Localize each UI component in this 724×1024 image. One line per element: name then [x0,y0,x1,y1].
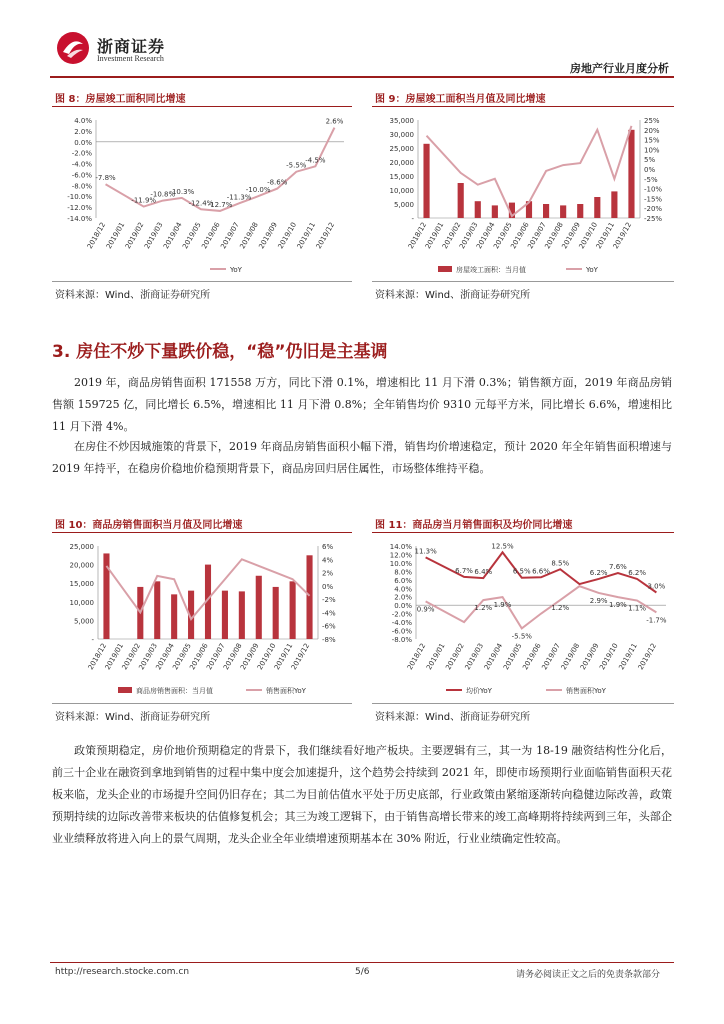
data-label: -4.5% [305,156,326,165]
fig11-title: 图 11：商品房当月销售面积及均价同比增速 [375,520,573,531]
y-tick-label-right: 20% [644,126,660,135]
bar [475,201,481,218]
data-label: -5.5% [511,632,532,641]
data-label: 6.2% [628,568,647,577]
x-tick-label: 2019/05 [492,221,514,251]
logo-cn: 浙商证券 [97,37,166,56]
fig8-title-rule [52,106,352,107]
bar [239,591,245,639]
legend-swatch-bar [118,687,132,693]
x-tick-label: 2019/06 [509,221,531,251]
x-tick-label: 2019/08 [238,221,260,251]
footer-disclaimer: 请务必阅读正文之后的免责条款部分 [516,970,661,980]
footer-page: 5/6 [355,967,370,977]
bar [543,204,549,218]
y-tick-label-left: 0.0% [74,138,92,147]
legend-label-bar: 商品房销售面积：当月值 [136,687,213,695]
fig11-source: 资料来源：Wind、浙商证券研究所 [375,712,531,723]
data-label: 11.3% [414,547,437,556]
x-tick-label: 2018/12 [86,642,109,672]
legend-swatch-bar [438,266,452,272]
x-tick-label: 2019/07 [219,221,241,251]
x-tick-label: 2019/10 [577,221,600,251]
data-label: -12.4% [188,199,214,208]
x-tick-label: 2019/05 [502,642,524,672]
data-label: 6.6% [532,567,550,576]
x-tick-label: 2019/04 [475,221,497,251]
data-label: -10.0% [245,186,271,195]
fig10-bottom-rule [52,703,352,704]
y-tick-label-right: -20% [644,205,663,214]
x-tick-label: 2019/07 [526,221,548,251]
data-label: 0.9% [416,605,435,614]
fig9-chart [372,110,674,280]
data-label: 12.5% [491,542,514,551]
x-tick-label: 2019/11 [617,642,639,672]
data-label: 7.6% [609,563,627,572]
fig11-bottom-rule [372,703,674,704]
y-tick-label-right: -10% [644,185,663,194]
x-tick-label: 2019/01 [423,221,446,251]
y-tick-label-left: -4.0% [71,160,92,169]
x-tick-label: 2019/04 [154,642,176,672]
y-tick-label-left: 5,000 [393,201,414,209]
y-tick-label-right: -6% [322,622,336,631]
data-label: 6.5% [512,567,531,576]
y-tick-label-left: -14.0% [67,215,92,223]
x-tick-label: 2019/02 [120,642,143,672]
y-tick-label-left: -12.0% [67,204,92,213]
bar [306,555,312,639]
y-tick-label-left: - [91,636,94,644]
bar [273,587,279,639]
data-label: -11.9% [131,196,157,205]
y-tick-label-left: 20,000 [389,159,414,167]
fig10-title-rule [52,532,352,533]
data-label: -8.6% [267,178,288,187]
y-tick-label-left: -8.0% [71,182,92,191]
y-tick-label-left: 25,000 [69,543,94,551]
x-tick-label: 2019/10 [276,220,299,251]
bar [492,205,498,218]
y-tick-label-right: 4% [322,556,334,565]
x-tick-label: 2019/12 [611,221,634,251]
x-tick-label: 2019/01 [104,221,127,251]
x-tick-label: 2019/04 [162,221,184,251]
y-tick-label-left: -2.0% [71,149,92,158]
fig9-bottom-rule [372,281,674,282]
y-tick-label-right: -4% [322,609,336,618]
y-tick-label-right: 2% [322,569,334,578]
data-label: 6.7% [455,566,473,575]
bar [222,591,228,639]
x-tick-label: 2019/12 [289,642,312,672]
bar [458,183,464,218]
y-tick-label-left: 4.0% [394,585,412,594]
x-tick-label: 2019/03 [143,221,165,251]
y-tick-label-right: 0% [322,582,334,591]
y-tick-label-left: 15,000 [69,580,94,589]
legend-label-line: YoY [586,266,598,274]
y-tick-label-left: 5,000 [73,617,94,626]
section-paragraph-3: 政策预期稳定，房价地价预期稳定的背景下，我们继续看好地产板块。主要逻辑有三，其一为 18-19 融资结构性分化后，前三十企业在融资到拿地到销售的过程中集中度会加速提升，这个趋势会持续到 2021 年，即使市场预期行业面临销售面积天花板来临，龙头企业的市场提升空间仍旧存在；其二为目前估值水平处于历史底部，行业政策由紧缩逐渐转向稳健边际改善，政策预期持续的边际改善带来板块的估值修复机会；其三为竣工逻辑下，由于销售高增长带来的竣工高峰期将持续两到三年，头部企业业绩释放将进入向上的景气周期，龙头企业全年业绩增速预期基本在 30% 附近，行业业绩确定性较高。 [52,744,672,845]
x-tick-label: 2019/11 [272,642,295,672]
data-label: 2.9% [589,596,608,605]
fig9-source: 资料来源：Wind、浙商证券研究所 [375,290,531,301]
y-tick-label-left: 6.0% [394,576,412,585]
data-label: -7.8% [95,174,116,183]
fig9-title: 图 9：房屋竣工面积当月值及同比增速 [375,94,546,105]
y-tick-label-right: 0% [644,166,656,174]
x-tick-label: 2019/09 [560,221,582,251]
data-label: 3.0% [647,582,666,591]
x-tick-label: 2019/11 [295,221,318,251]
legend-label: 销售面积YoY [566,687,606,695]
section-paragraph-1: 2019 年，商品房销售面积 171558 万方，同比下滑 0.1%，增速相比 11 月下滑 0.3%；销售额方面，2019 年商品房销售额 159725 亿，同比增长 6.5%，增速相比 11 月下滑 0.8%；全年销售均价 9310 元每平方米，同比增长 6.6%，增速相比 11 月下滑 4%。 [52,376,672,433]
fig8-chart [52,110,352,280]
section-paragraph-2: 在房住不炒因城施策的背景下，2019 年商品房销售面积小幅下滑，销售均价增速稳定，预计 2020 年全年销售面积增速与 2019 年持平，在稳房价稳地价稳预期背景下，商品房回归居住属性，市场整体维持平稳。 [52,440,672,475]
y-tick-label-left: 35,000 [389,117,414,125]
x-tick-label: 2019/01 [425,642,447,672]
x-tick-label: 2019/02 [123,221,146,251]
series-line [427,126,632,216]
data-label: 8.5% [551,559,570,568]
fig11-title-rule [372,532,674,533]
x-tick-label: 2019/06 [188,642,210,672]
y-tick-label-right: 10% [644,146,660,155]
fig8-bottom-rule [52,281,352,282]
x-tick-label: 2019/09 [239,642,261,672]
x-tick-label: 2019/01 [103,642,126,672]
data-label: -10.8% [150,190,176,199]
y-tick-label-left: 20,000 [69,561,94,570]
data-label: -1.7% [646,616,667,625]
data-label: -11.3% [226,193,252,202]
legend-label: 均价YoY [466,687,492,695]
x-tick-label: 2019/07 [205,642,227,672]
y-tick-label-left: 25,000 [389,145,414,153]
data-label: 1.9% [493,601,512,610]
x-tick-label: 2019/03 [137,642,159,672]
y-tick-label-left: 10,000 [389,187,414,195]
data-label: 6.2% [589,568,608,577]
fig10-title: 图 10：商品房销售面积当月值及同比增速 [55,520,243,531]
bar [290,581,296,639]
data-label: -10.3% [169,187,195,196]
y-tick-label-left: -2.0% [391,610,412,619]
y-tick-label-left: -6.0% [391,627,412,636]
x-tick-label: 2019/10 [255,642,278,672]
bar [560,205,566,218]
fig9-title-rule [372,106,674,107]
bar [628,130,634,218]
footer-rule [50,962,674,963]
legend-label-line: 销售面积YoY [266,687,306,695]
legend-label: YoY [230,266,242,274]
x-tick-label: 2019/09 [578,642,601,672]
legend-label-bar: 房屋竣工面积：当月值 [456,266,526,274]
bar [611,191,617,218]
bar [423,144,429,218]
x-tick-label: 2019/04 [482,642,505,672]
y-tick-label-right: -5% [644,175,658,184]
data-label: 1.9% [609,601,627,610]
fig8-source: 资料来源：Wind、浙商证券研究所 [55,290,211,301]
bar [577,204,583,218]
bar [154,581,160,639]
logo-en: Investment Research [97,54,164,63]
y-tick-label-left: 10,000 [69,598,94,607]
fig11-chart [372,536,674,701]
y-tick-label-left: 4.0% [74,117,92,125]
x-tick-label: 2019/02 [440,221,463,251]
x-tick-label: 2019/08 [559,642,582,672]
data-label: 1.1% [628,604,647,613]
y-tick-label-left: 2.0% [394,593,412,602]
x-tick-label: 2018/12 [85,221,108,251]
y-tick-label-left: 2.0% [74,127,92,136]
footer-url[interactable]: http://research.stocke.com.cn [55,967,190,977]
y-tick-label-left: 0.0% [394,602,412,611]
y-tick-label-right: 6% [322,543,334,551]
data-label: 2.6% [325,117,344,126]
y-tick-label-left: 10.0% [389,559,412,568]
y-tick-label-left: 15,000 [389,173,414,181]
x-tick-label: 2019/09 [257,221,279,251]
x-tick-label: 2019/03 [463,642,486,672]
x-tick-label: 2019/06 [200,221,222,251]
x-tick-label: 2019/05 [171,642,193,672]
bar [256,576,262,639]
x-tick-label: 2019/02 [444,642,466,672]
x-tick-label: 2019/10 [598,642,620,672]
y-tick-label-right: -15% [644,195,663,204]
data-label: -5.5% [286,161,307,170]
x-tick-label: 2019/03 [458,221,480,251]
y-tick-label-left: 30,000 [389,131,414,139]
x-tick-label: 2019/12 [314,221,337,251]
section-title: 3. 房住不炒下量跌价稳，“稳”仍旧是主基调 [52,342,388,362]
y-tick-label-right: 25% [644,117,660,125]
x-tick-label: 2019/11 [594,221,617,251]
y-tick-label-right: -2% [322,596,336,605]
y-tick-label-right: -8% [322,636,336,644]
x-tick-label: 2019/12 [636,642,659,672]
data-label: 1.2% [474,604,493,613]
y-tick-label-right: 15% [644,136,660,145]
y-tick-label-left: - [411,215,414,223]
y-tick-label-right: -25% [644,215,663,223]
fig10-chart [52,536,352,701]
y-tick-label-left: 12.0% [389,551,412,560]
data-label: 1.2% [551,604,570,613]
y-tick-label-left: 8.0% [394,568,412,577]
y-tick-label-right: 5% [644,156,656,165]
header-rule [50,76,674,78]
y-tick-label-left: -6.0% [71,171,92,180]
x-tick-label: 2018/12 [406,221,429,251]
y-tick-label-left: 14.0% [389,543,412,551]
logo-mark-icon [55,30,91,66]
data-label: -12.7% [207,200,233,209]
x-tick-label: 2019/06 [521,642,543,672]
x-tick-label: 2019/08 [543,221,565,251]
fig10-source: 资料来源：Wind、浙商证券研究所 [55,712,211,723]
bar [594,197,600,218]
y-tick-label-left: -10.0% [67,193,92,202]
report-title: 房地产行业月度分析 [570,62,669,75]
fig8-title: 图 8：房屋竣工面积同比增速 [55,94,186,105]
x-tick-label: 2019/05 [181,221,203,251]
data-label: 6.4% [474,568,493,577]
bar [171,594,177,639]
x-tick-label: 2019/08 [222,642,244,672]
x-tick-label: 2018/12 [405,642,428,672]
y-tick-label-left: -4.0% [391,619,412,628]
y-tick-label-left: -8.0% [391,636,412,644]
x-tick-label: 2019/07 [540,642,562,672]
